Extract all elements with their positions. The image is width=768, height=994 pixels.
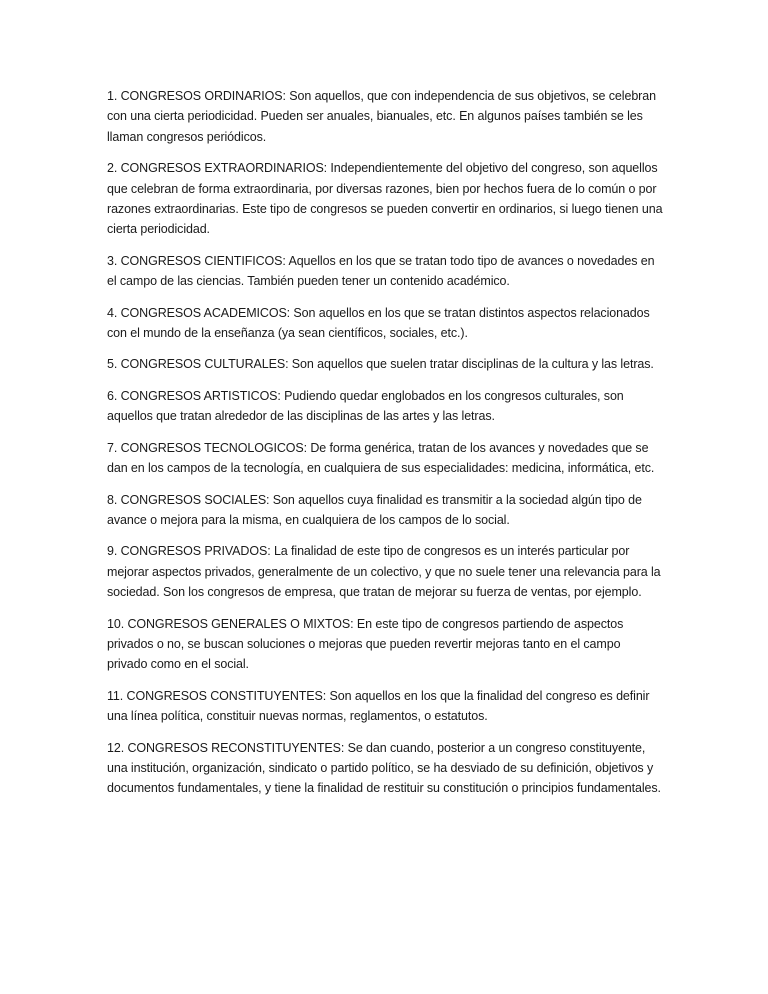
paragraph-privados: 9. CONGRESOS PRIVADOS: La finalidad de este tipo de congresos es un interés particular por mejorar aspectos privados, generalmente de un colectivo, y que no suele tener una relevancia para la sociedad. Son los congresos de empresa, que tratan de mejorar su fuerza de ventas, por ejemplo. xyxy=(107,544,661,600)
paragraph-sociales: 8. CONGRESOS SOCIALES: Son aquellos cuya finalidad es transmitir a la sociedad algún tipo de avance o mejora para la misma, en cualquiera de los campos de lo social. xyxy=(107,492,642,527)
document-body xyxy=(107,86,663,810)
paragraph-reconstituyentes: 12. CONGRESOS RECONSTITUYENTES: Se dan cuando, posterior a un congreso constituyente, una institución, organización, sindicato o partido político, se ha desviado de su definición, objetivos y documentos fundamentales, y tiene la finalidad de restituir su constitución o principios fundamentales. xyxy=(107,740,661,796)
paragraph-constituyentes: 11. CONGRESOS CONSTITUYENTES: Son aquellos en los que la finalidad del congreso es definir una línea política, constituir nuevas normas, reglamentos, o estatutos. xyxy=(107,688,650,724)
paragraph-cientificos: 3. CONGRESOS CIENTIFICOS: Aquellos en los que se tratan todo tipo de avances o novedades en el campo de las ciencias. También pueden tener un contenido académico. xyxy=(107,253,655,289)
paragraph-generales-mixtos: 10. CONGRESOS GENERALES O MIXTOS: En este tipo de congresos partiendo de aspectos privados o no, se buscan soluciones o mejoras que pueden revertir mejoras tanto en el campo privado como en el social. xyxy=(107,616,624,672)
paragraph-culturales: 5. CONGRESOS CULTURALES: Son aquellos que suelen tratar disciplinas de la cultura y las letras. xyxy=(107,357,654,372)
paragraph-tecnologicos: 7. CONGRESOS TECNOLOGICOS: De forma genérica, tratan de los avances y novedades que se dan en los campos de la tecnología, en cualquiera de sus especialidades: medicina, informática, etc. xyxy=(107,440,655,476)
paragraph-extraordinarios: 2. CONGRESOS EXTRAORDINARIOS: Independientemente del objetivo del congreso, son aquellos que celebran de forma extraordinaria, por diversas razones, bien por hechos fuera de lo común o por razones extraordinarias. Este tipo de congresos se pueden convertir en ordinarios, si luego tienen una cierta periodicidad. xyxy=(107,161,663,237)
paragraph-ordinarios: 1. CONGRESOS ORDINARIOS: Son aquellos, que con independencia de sus objetivos, se celebran con una cierta periodicidad. Pueden ser anuales, bianuales, etc. En algunos países también se les llaman congresos periódicos. xyxy=(107,89,656,144)
paragraph-artisticos: 6. CONGRESOS ARTISTICOS: Pudiendo quedar englobados en los congresos culturales, son aquellos que tratan alrededor de las disciplinas de las artes y las letras. xyxy=(107,388,624,424)
paragraph-academicos: 4. CONGRESOS ACADEMICOS: Son aquellos en los que se tratan distintos aspectos relacionados con el mundo de la enseñanza (ya sean científicos, sociales, etc.). xyxy=(107,305,650,341)
